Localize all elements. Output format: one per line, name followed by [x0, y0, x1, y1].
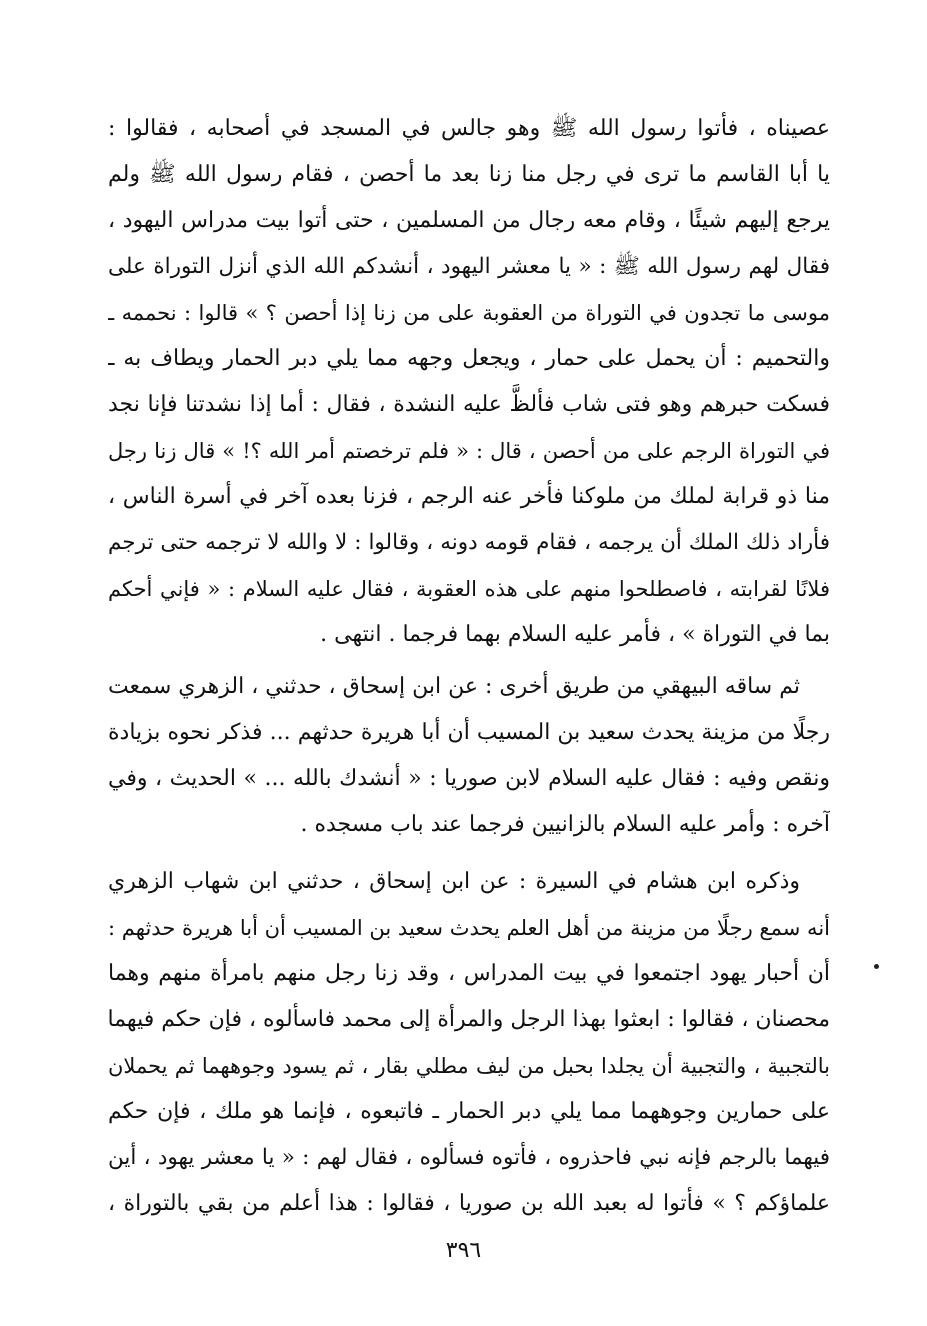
text-line: بالتجبية ، والتجبية أن يجلدا بحبل من ليف مطلي بقار ، ثم يسود وجوههما ثم يحملان: [108, 1054, 830, 1078]
page-number: ٣٩٦: [445, 1238, 482, 1263]
text-line: على حمارين وجوههما مما يلي دبر الحمار ـ فاتبعوه ، فإنما هو ملك ، فإن حكم: [108, 1099, 830, 1124]
text-line: فسكت حبرهم وهو فتى شاب فألظَّ عليه النشدة ، فقال : أما إذا نشدتنا فإنا نجد: [108, 392, 830, 417]
text-line: علماؤكم ؟ » فأتوا له بعبد الله بن صوريا ، فقالوا : هذا أعلم من بقي بالتوراة ،: [108, 1191, 830, 1216]
text-line: أن أحبار يهود اجتمعوا في بيت المدراس ، وقد زنا رجل منهم بامرأة منهم وهما: [108, 961, 830, 986]
paragraph-2: [108, 664, 830, 848]
text-line: موسى ما تجدون في التوراة من العقوبة على من زنا إذا أحصن ؟ » قالوا : نحممه ـ: [108, 301, 830, 325]
text-line: منا ذو قرابة لملك من ملوكنا فأخر عنه الرجم ، فزنا بعده آخر في أسرة الناس ،: [108, 484, 830, 509]
text-line: وذكره ابن هشام في السيرة : عن ابن إسحاق ، حدثني ابن شهاب الزهري: [108, 869, 800, 894]
text-line: ثم ساقه البيهقي من طريق أخرى : عن ابن إسحاق ، حدثني ، الزهري سمعت: [108, 674, 800, 699]
text-line: بما في التوراة » ، فأمر عليه السلام بهما فرجما . انتهى .: [320, 622, 830, 647]
paragraph-1: [108, 106, 830, 658]
text-line: في التوراة الرجم على من أحصن ، قال : « فلم ترخصتم أمر الله ؟! » قال زنا رجل: [108, 439, 830, 463]
text-line: فلانًا لقرابته ، فاصطلحوا منهم على هذه العقوبة ، فقال عليه السلام : « فإني أحكم: [108, 577, 830, 601]
text-line: رجلًا من مزينة يحدث سعيد بن المسيب أن أبا هريرة حدثهم ... فذكر نحوه بزيادة: [108, 720, 830, 745]
text-line: فيهما بالرجم فإنه نبي فاحذروه ، فأتوه فسألوه ، فقال لهم : « يا معشر يهود ، أين: [108, 1145, 830, 1170]
text-line: والتحميم : أن يحمل على حمار ، ويجعل وجهه مما يلي دبر الحمار ويطاف به ـ: [108, 346, 830, 371]
paragraph-3: [108, 859, 830, 1227]
text-line: أنه سمع رجلًا من مزينة من أهل العلم يحدث سعيد بن المسيب أن أبا هريرة حدثهم :: [108, 916, 830, 940]
text-line: آخره : وأمر عليه السلام بالزانيين فرجما عند باب مسجده .: [300, 812, 830, 837]
text-line: يرجع إليهم شيئًا ، وقام معه رجال من المسلمين ، حتى أتوا بيت مدراس اليهود ،: [108, 208, 830, 233]
text-line: يا أبا القاسم ما ترى في رجل منا زنا بعد ما أحصن ، فقام رسول الله ﷺ ولم: [108, 162, 830, 187]
text-line: ونقص وفيه : فقال عليه السلام لابن صوريا : « أنشدك بالله ... » الحديث ، وفي: [108, 766, 830, 791]
margin-dot: [874, 964, 879, 969]
text-line: فقال لهم رسول الله ﷺ : « يا معشر اليهود ، أنشدكم الله الذي أنزل التوراة على: [108, 254, 830, 279]
text-line: عصيناه ، فأتوا رسول الله ﷺ وهو جالس في المسجد في أصحابه ، فقالوا :: [108, 116, 830, 141]
text-line: فأراد ذلك الملك أن يرجمه ، فقام قومه دونه ، وقالوا : لا والله لا ترجمه حتى ترجم: [108, 530, 830, 555]
text-line: محصنان ، فقالوا : ابعثوا بهذا الرجل والمرأة إلى محمد فاسألوه ، فإن حكم فيهما: [108, 1007, 830, 1032]
